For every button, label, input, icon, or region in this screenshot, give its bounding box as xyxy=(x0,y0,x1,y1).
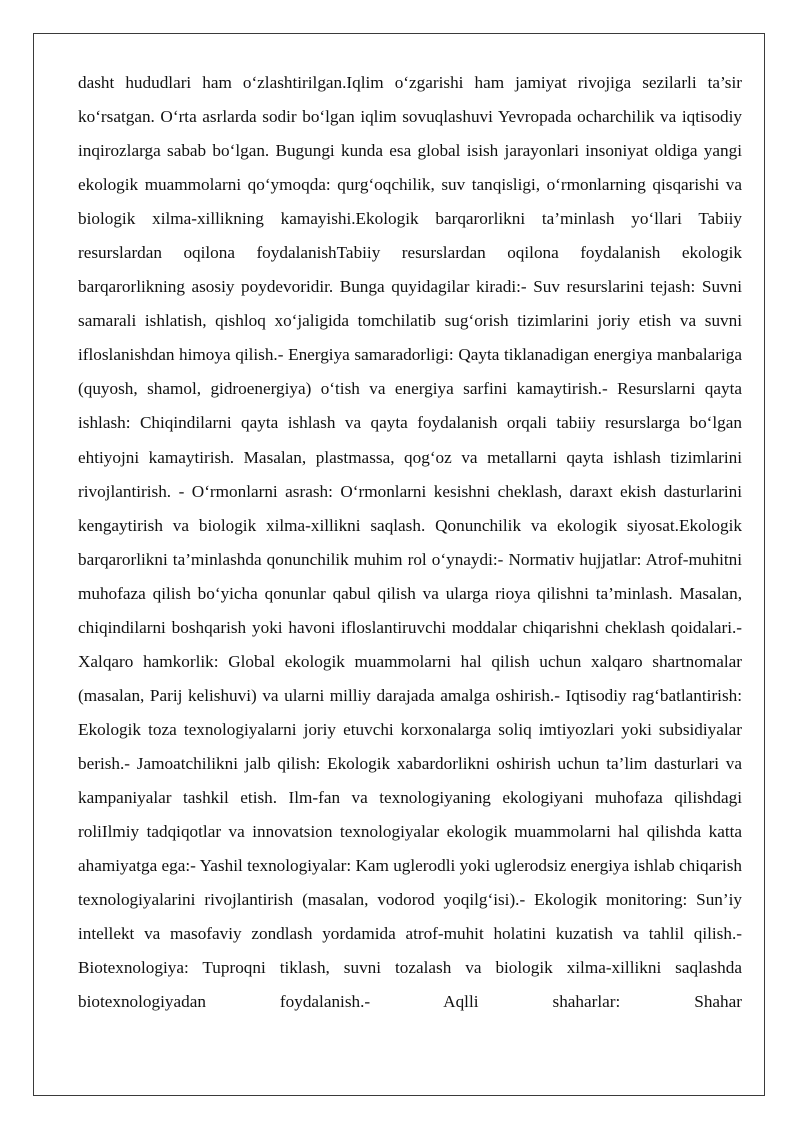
body-paragraph: dasht hududlari ham o‘zlashtirilgan.Iqlim o‘zgarishi ham jamiyat rivojiga sezilarli ta’sir ko‘rsatgan. O‘rta asrlarda sodir bo‘lgan iqlim sovuqlashuvi Yevropada ocharchilik va iqtisodiy inqirozlarga sabab bo‘lgan. Bugungi kunda esa global isish jarayonlari insoniyat oldiga yangi ekologik muammolarni qo‘ymoqda: qurg‘oqchilik, suv tanqisligi, o‘rmonlarning qisqarishi va biologik xilma-xillikning kamayishi.Ekologik barqarorlikni ta’minlash yo‘llari Tabiiy resurslardan oqilona foydalanishTabiiy resurslardan oqilona foydalanish ekologik barqarorlikning asosiy poydevoridir. Bunga quyidagilar kiradi:- Suv resurslarini tejash: Suvni samarali ishlatish, qishloq xo‘jaligida tomchilatib sug‘orish tizimlarini joriy etish va suvni ifloslanishdan himoya qilish.- Energiya samaradorligi: Qayta tiklanadigan energiya manbalariga (quyosh, shamol, gidroenergiya) o‘tish va energiya sarfini kamaytirish.- Resurslarni qayta ishlash: Chiqindilarni qayta ishlash va qayta foydalanish orqali tabiiy resurslarga bo‘lgan ehtiyojni kamaytirish. Masalan, plastmassa, qog‘oz va metallarni qayta ishlash tizimlarini rivojlantirish. - O‘rmonlarni asrash: O‘rmonlarni kesishni cheklash, daraxt ekish dasturlarini kengaytirish va biologik xilma-xillikni saqlash. Qonunchilik va ekologik siyosat.Ekologik barqarorlikni ta’minlashda qonunchilik muhim rol o‘ynaydi:- Normativ hujjatlar: Atrof-muhitni muhofaza qilish bo‘yicha qonunlar qabul qilish va ularga rioya qilishni ta’minlash. Masalan, chiqindilarni boshqarish yoki havoni ifloslantiruvchi moddalar chiqarishni cheklash qoidalari.- Xalqaro hamkorlik: Global ekologik muammolarni hal qilish uchun xalqaro shartnomalar (masalan, Parij kelishuvi) va ularni milliy darajada amalga oshirish.- Iqtisodiy rag‘batlantirish: Ekologik toza texnologiyalarni joriy etuvchi korxonalarga soliq imtiyozlari yoki subsidiyalar berish.- Jamoatchilikni jalb qilish: Ekologik xabardorlikni oshirish uchun ta’lim dasturlari va kampaniyalar tashkil etish. Ilm-fan va texnologiyaning ekologiyani muhofaza qilishdagi roliIlmiy tadqiqotlar va innovatsion texnologiyalar ekologik muammolarni hal qilishda katta ahamiyatga ega:- Yashil texnologiyalar: Kam uglerodli yoki uglerodsiz energiya ishlab chiqarish texnologiyalarini rivojlantirish (masalan, vodorod yoqilg‘isi).- Ekologik monitoring: Sun’iy intellekt va masofaviy zondlash yordamida atrof-muhit holatini kuzatish va tahlil qilish.- Biotexnologiya: Tuproqni tiklash, suvni tozalash va biologik xilma-xillikni saqlashda biotexnologiyadan foydalanish.- Aqlli shaharlar: Shahar xyxy=(78,73,742,1012)
